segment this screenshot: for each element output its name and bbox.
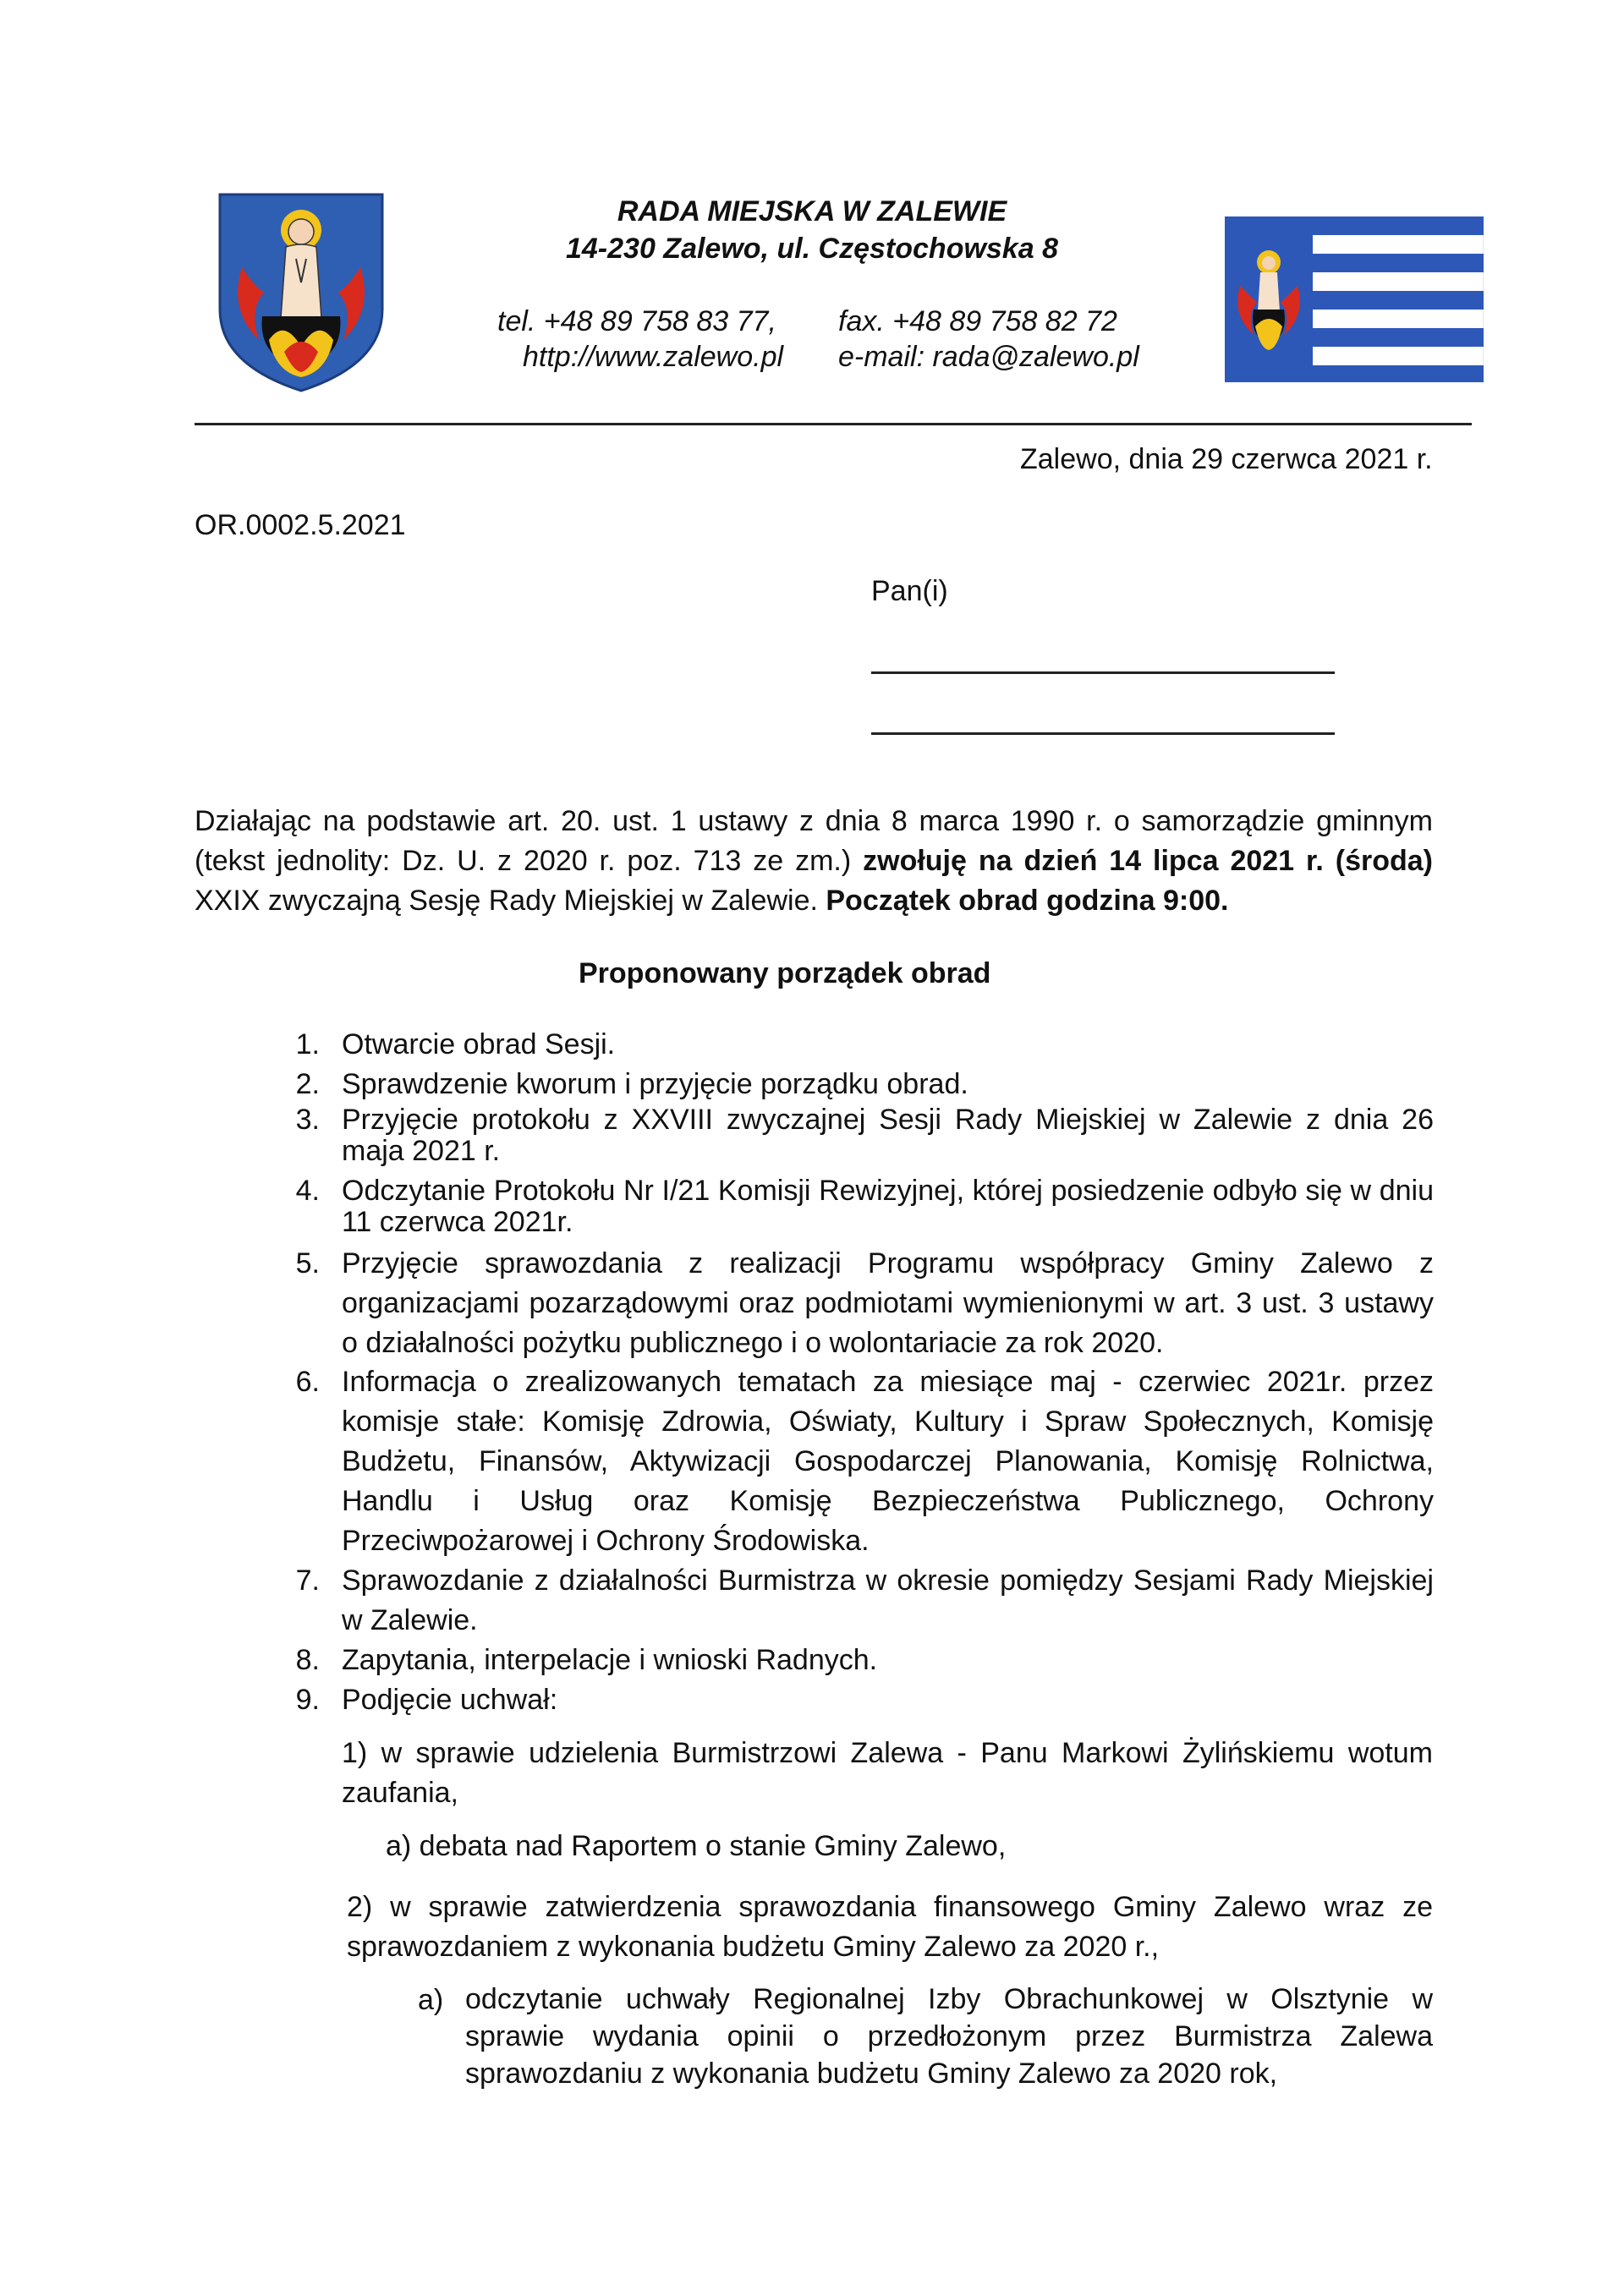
- website-link[interactable]: http://www.zalewo.pl: [523, 341, 784, 373]
- agenda-item-text: Informacja o zrealizowanych tematach za miesiące maj - czerwiec 2021r. przez komisje stałe: Komisję Zdrowia, Oświaty, Kultury i Spraw Społecznych, Komisję Budżetu, Finansów, Aktywizacji Gospodarczej Planowania, Komisję Rolnictwa, Handlu i Usług oraz Komisję Bezpieczeństwa Publicznego, Ochrony Przeciwpożarowej i Ochrony Środowiska.: [342, 1366, 1434, 1557]
- resolution-1a: a) debata nad Raportem o stanie Gminy Zalewo,: [386, 1830, 1007, 1862]
- agenda-item-text: Zapytania, interpelacje i wnioski Radnych.: [342, 1644, 878, 1676]
- agenda-item-text: Sprawdzenie kworum i przyjęcie porządku obrad.: [342, 1068, 968, 1100]
- agenda-title: Proponowany porządek obrad: [579, 957, 991, 989]
- agenda-item-text: Odczytanie Protokołu Nr I/21 Komisji Rewizyjnej, której posiedzenie odbyło się w dniu 11 czerwca 2021r.: [342, 1175, 1434, 1238]
- intro-text: Działając na podstawie art. 20. ust. 1 ustawy z dnia 8 marca 1990 r. o samorządzie gminnym (tekst jednolity: Dz. U. z 2020 r. poz. 713 ze zm.): [195, 805, 1433, 877]
- agenda-item-number: 4.: [295, 1175, 320, 1207]
- agenda-item-text: Przyjęcie sprawozdania z realizacji Programu współpracy Gminy Zalewo z organizacjami pozarządowymi oraz podmiotami wymienionymi w art. 3 ust. 3 ustawy o działalności pożytku publicznego i o wolontariacie za rok 2020.: [342, 1247, 1434, 1359]
- agenda-item-text: Podjęcie uchwał:: [342, 1684, 558, 1716]
- intro-session: XXIX zwyczajną Sesję Rady Miejskiej w Zalewie.: [195, 885, 826, 917]
- addressee-line-1: [871, 671, 1335, 674]
- email-address[interactable]: e-mail: rada@zalewo.pl: [838, 341, 1139, 373]
- agenda-item-number: 5.: [295, 1247, 320, 1280]
- phone-number: tel. +48 89 758 83 77,: [497, 305, 776, 337]
- agenda-item-number: 8.: [295, 1644, 320, 1676]
- letter-date: Zalewo, dnia 29 czerwca 2021 r.: [1020, 443, 1433, 475]
- agenda-item-number: 1.: [295, 1028, 320, 1060]
- agenda-item-number: 2.: [295, 1068, 320, 1100]
- header-divider: [195, 423, 1472, 425]
- agenda-item-number: 6.: [295, 1366, 320, 1398]
- resolution-1: 1) w sprawie udzielenia Burmistrzowi Zalewa - Panu Markowi Żylińskiemu wotum zaufania,: [342, 1737, 1433, 1809]
- agenda-item-text: Otwarcie obrad Sesji.: [342, 1028, 616, 1060]
- agenda-item-text: Sprawozdanie z działalności Burmistrza w okresie pomiędzy Sesjami Rady Miejskiej w Zalewie.: [342, 1564, 1434, 1636]
- municipality-flag-logo: [1225, 216, 1484, 382]
- agenda-item-number: 7.: [295, 1564, 320, 1597]
- council-header: [457, 193, 1167, 267]
- agenda-item-text: Przyjęcie protokołu z XXVIII zwyczajnej Sesji Rady Miejskiej w Zalewie z dnia 26 maja 2021 r.: [342, 1104, 1434, 1167]
- agenda-item-number: 3.: [295, 1104, 320, 1136]
- fax-number: fax. +48 89 758 82 72: [838, 305, 1117, 337]
- document-reference: OR.0002.5.2021: [195, 509, 406, 541]
- coat-of-arms-logo: [217, 191, 386, 394]
- start-time: Początek obrad godzina 9:00.: [826, 885, 1229, 917]
- resolution-2: 2) w sprawie zatwierdzenia sprawozdania finansowego Gminy Zalewo wraz ze sprawozdaniem z wykonania budżetu Gminy Zalewo za 2020 r.,: [347, 1891, 1433, 1963]
- council-title: RADA MIEJSKA W ZALEWIE: [617, 195, 1007, 227]
- addressee-label: Pan(i): [871, 575, 948, 607]
- session-date: zwołuję na dzień 14 lipca 2021 r. (środa): [863, 845, 1433, 877]
- addressee-line-2: [871, 732, 1335, 735]
- convocation-paragraph: [195, 802, 1433, 921]
- resolution-2a: odczytanie uchwały Regionalnej Izby Obrachunkowej w Olsztynie w sprawie wydania opinii o przedłożonym przez Burmistrza Zalewa sprawozdaniu z wykonania budżetu Gminy Zalewo za 2020 rok,: [465, 1983, 1433, 2090]
- council-address: 14-230 Zalewo, ul. Częstochowska 8: [565, 233, 1058, 265]
- resolution-2a-label: a): [418, 1984, 444, 2016]
- agenda-item-number: 9.: [295, 1684, 320, 1716]
